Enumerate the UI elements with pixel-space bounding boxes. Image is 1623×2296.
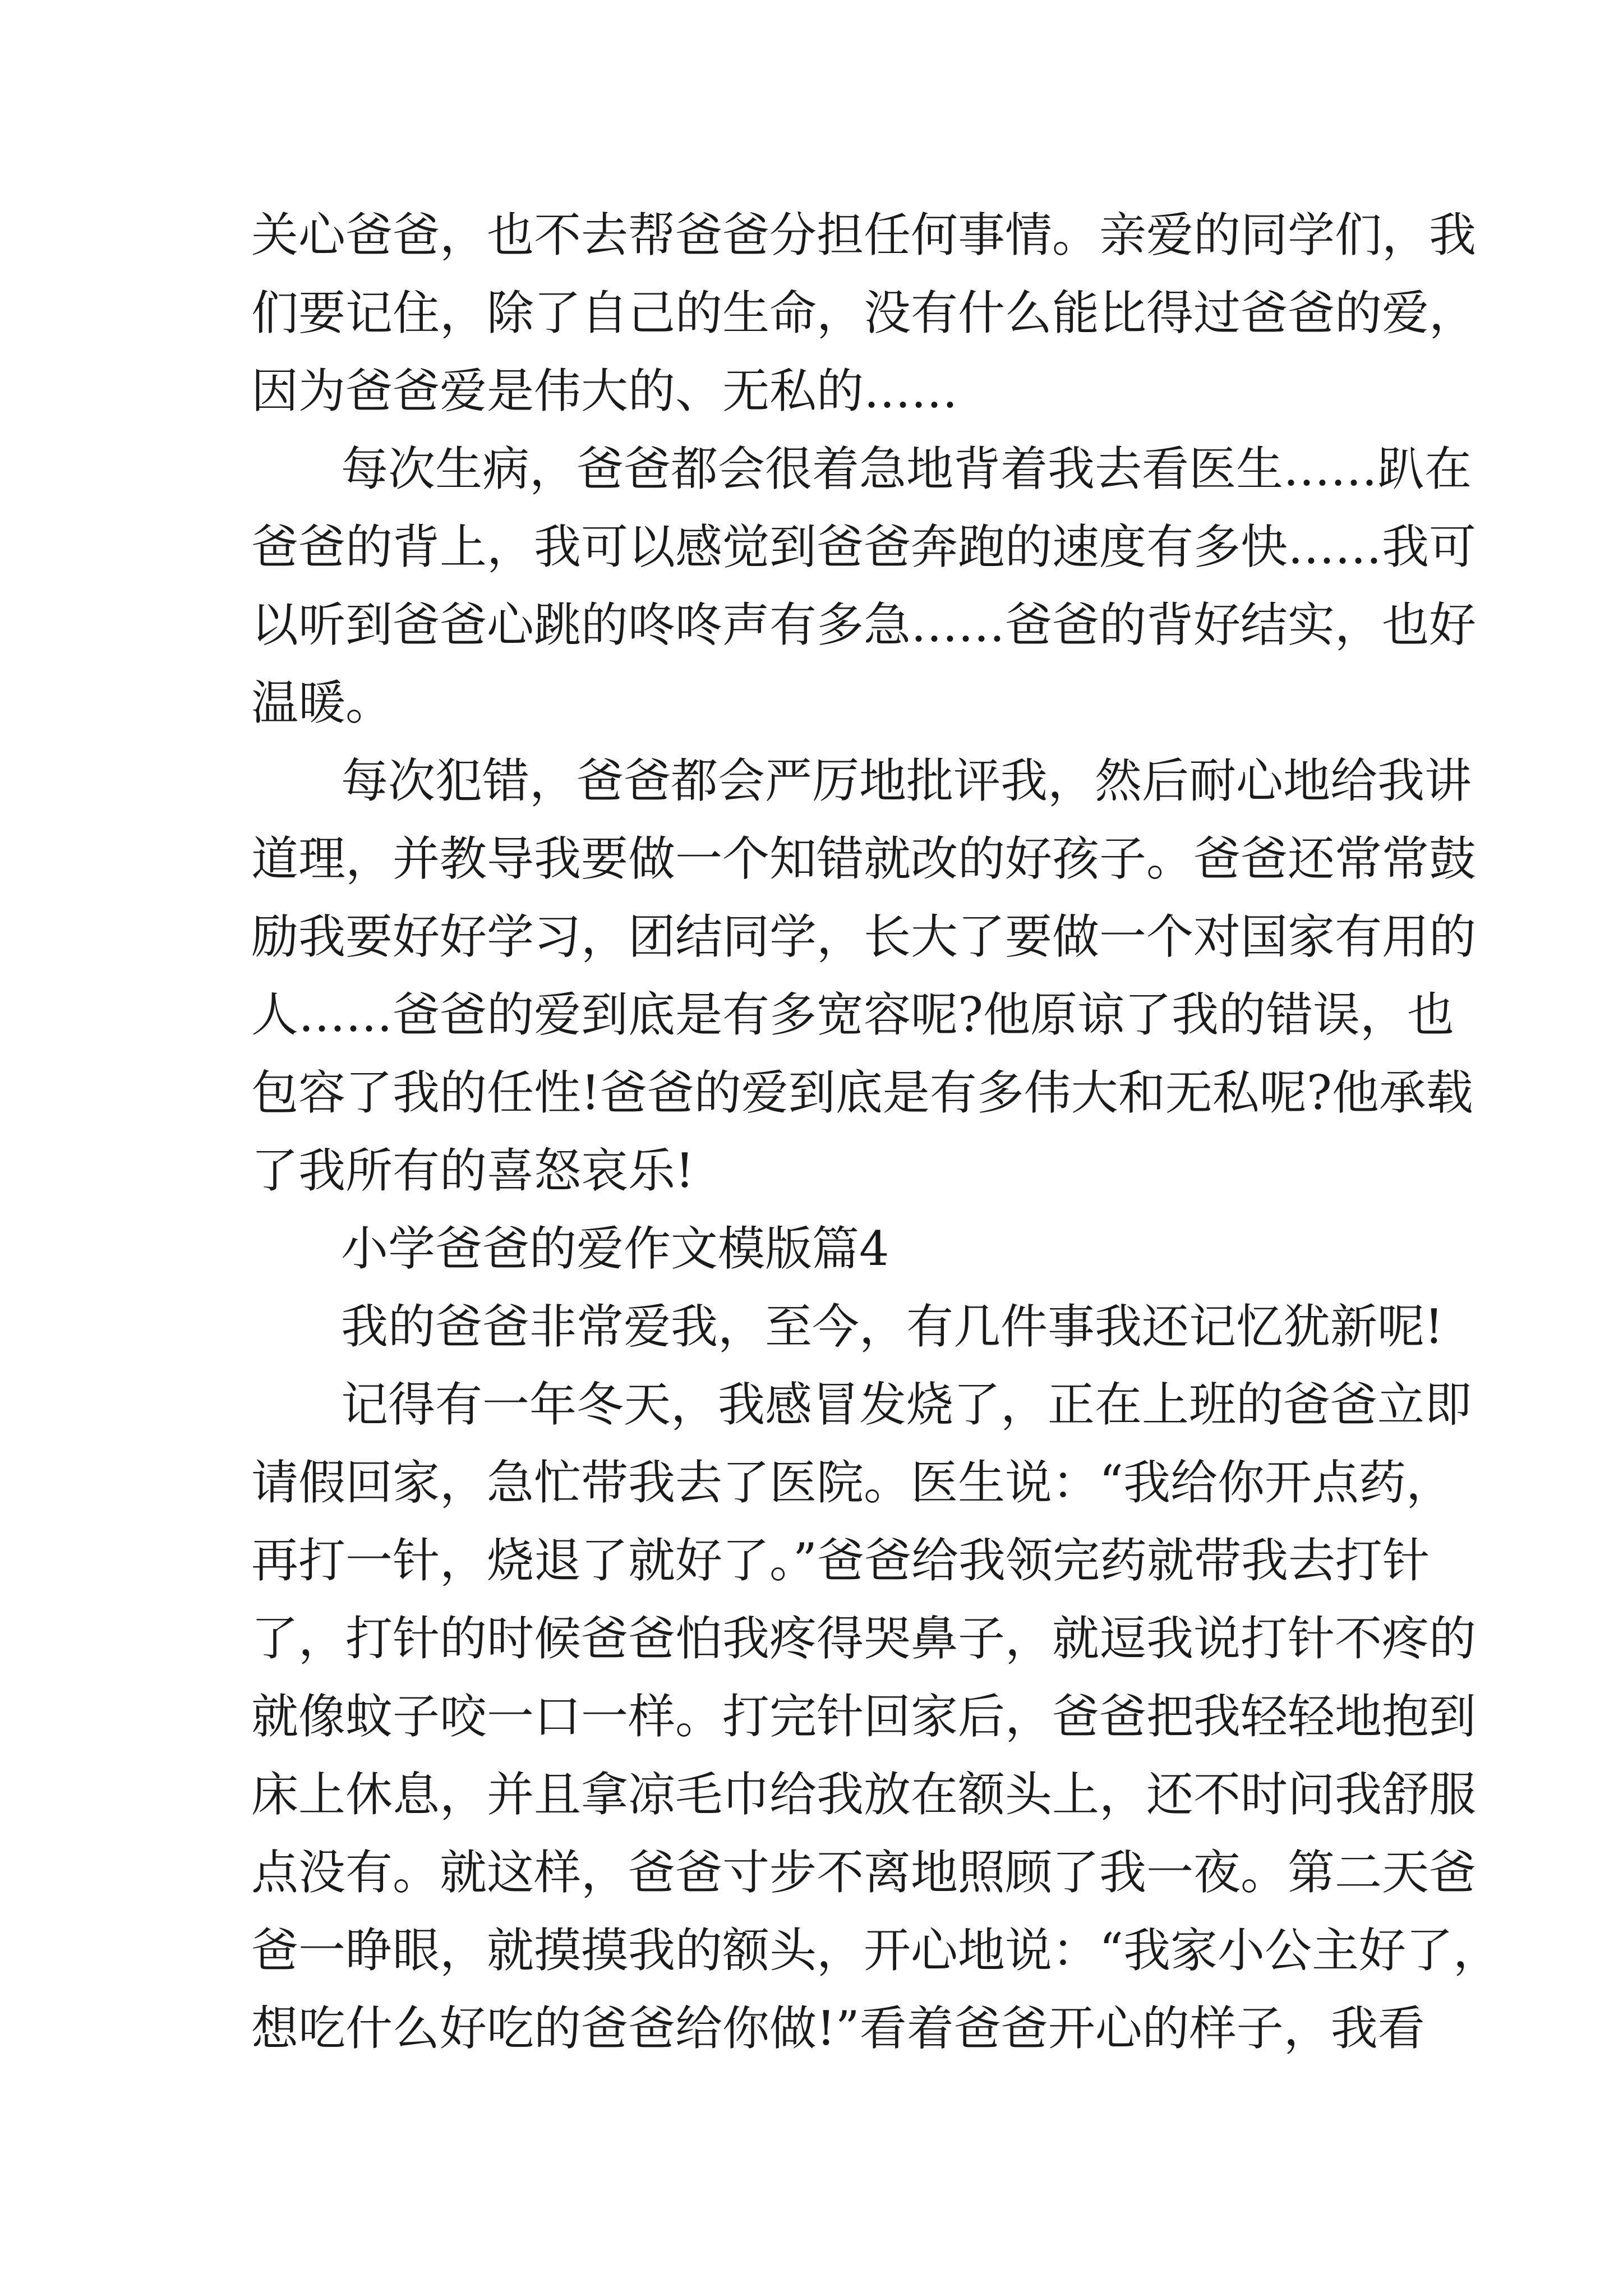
text-line: 温暖。 [251, 675, 393, 730]
text-line: 励我要好好学习，团结同学，长大了要做一个对国家有用的 [251, 909, 1477, 964]
text-line: 包容了我的任性!爸爸的爱到底是有多伟大和无私呢?他承载 [251, 1065, 1473, 1120]
text-line: 再打一针，烧退了就好了。”爸爸给我领完药就带我去打针 [251, 1533, 1430, 1588]
text-line: 点没有。就这样，爸爸寸步不离地照顾了我一夜。第二天爸 [251, 1845, 1477, 1900]
text-line: 就像蚊子咬一口一样。打完针回家后，爸爸把我轻轻地抱到 [251, 1689, 1477, 1744]
paragraph-first-line: 每次犯错，爸爸都会严厉地批评我，然后耐心地给我讲 [341, 753, 1472, 808]
paragraph-first-line: 每次生病，爸爸都会很着急地背着我去看医生……趴在 [341, 441, 1472, 496]
text-line: 道理，并教导我要做一个知错就改的好孩子。爸爸还常常鼓 [251, 831, 1477, 886]
text-line: 床上休息，并且拿凉毛巾给我放在额头上，还不时问我舒服 [251, 1767, 1477, 1822]
text-line: 们要记住，除了自己的生命，没有什么能比得过爸爸的爱， [251, 286, 1477, 341]
text-line: 想吃什么好吃的爸爸给你做!”看着爸爸开心的样子，我看 [251, 2001, 1425, 2056]
section-heading: 小学爸爸的爱作文模版篇4 [341, 1221, 889, 1276]
text-line: 请假回家，急忙带我去了医院。医生说：“我给你开点药， [251, 1455, 1453, 1510]
text-line: 爸一睁眼，就摸摸我的额头，开心地说：“我家小公主好了， [251, 1923, 1500, 1978]
paragraph-first-line: 我的爸爸非常爱我，至今，有几件事我还记忆犹新呢! [341, 1299, 1444, 1354]
text-line: 以听到爸爸心跳的咚咚声有多急……爸爸的背好结实，也好 [251, 597, 1477, 652]
text-line: 人……爸爸的爱到底是有多宽容呢?他原谅了我的错误，也 [251, 987, 1455, 1042]
text-line: 了我所有的喜怒哀乐! [251, 1143, 694, 1198]
document-body [251, 196, 1500, 2068]
text-line: 关心爸爸，也不去帮爸爸分担任何事情。亲爱的同学们，我 [251, 208, 1477, 263]
text-line: 因为爸爸爱是伟大的、无私的…… [251, 364, 958, 418]
text-line: 了，打针的时候爸爸怕我疼得哭鼻子，就逗我说打针不疼的 [251, 1611, 1477, 1666]
text-line: 爸爸的背上，我可以感觉到爸爸奔跑的速度有多快……我可 [251, 519, 1477, 574]
paragraph-first-line: 记得有一年冬天，我感冒发烧了，正在上班的爸爸立即 [341, 1377, 1472, 1432]
